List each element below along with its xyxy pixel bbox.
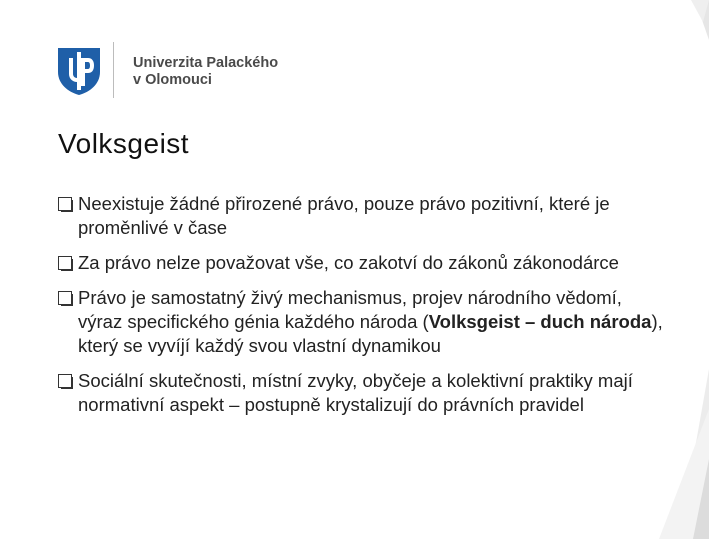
- bullet-text: Sociální skutečnosti, místní zvyky, obyčeje a kolektivní praktiky mají normativní aspekt – postupně krystalizují do právních pravidel: [78, 370, 633, 415]
- bullet-list: [58, 192, 668, 428]
- corner-decoration-top: [669, 0, 709, 40]
- university-logo-icon: [56, 46, 102, 96]
- university-name: [133, 55, 278, 89]
- logo-divider: [113, 42, 114, 98]
- checkbox-bullet-icon: [58, 291, 72, 305]
- bullet-text: [78, 287, 663, 356]
- checkbox-bullet-icon: [58, 197, 72, 211]
- bullet-item: [58, 192, 668, 240]
- bullet-item: [58, 286, 668, 358]
- corner-decoration-bottom: [649, 369, 709, 539]
- checkbox-bullet-icon: [58, 374, 72, 388]
- bullet-item: [58, 251, 668, 275]
- bullet-text: Neexistuje žádné přirozené právo, pouze právo pozitivní, které je proměnlivé v čase: [78, 193, 610, 238]
- checkbox-bullet-icon: [58, 256, 72, 270]
- bullet-text: Za právo nelze považovat vše, co zakotví do zákonů zákonodárce: [78, 252, 619, 273]
- bullet-item: [58, 369, 668, 417]
- bullet-text-part: Právo je samostatný živý mechanismus, projev národního vědomí, výraz specifického génia každého národa (: [78, 287, 622, 332]
- bullet-text-part: ), který se vyvíjí každý svou vlastní dynamikou: [78, 311, 663, 356]
- university-name-line2: v Olomouci: [133, 72, 212, 88]
- bullet-text-bold: Volksgeist – duch národa: [428, 311, 652, 332]
- slide-title: Volksgeist: [58, 128, 190, 159]
- university-name-line1: Univerzita Palackého: [133, 55, 279, 71]
